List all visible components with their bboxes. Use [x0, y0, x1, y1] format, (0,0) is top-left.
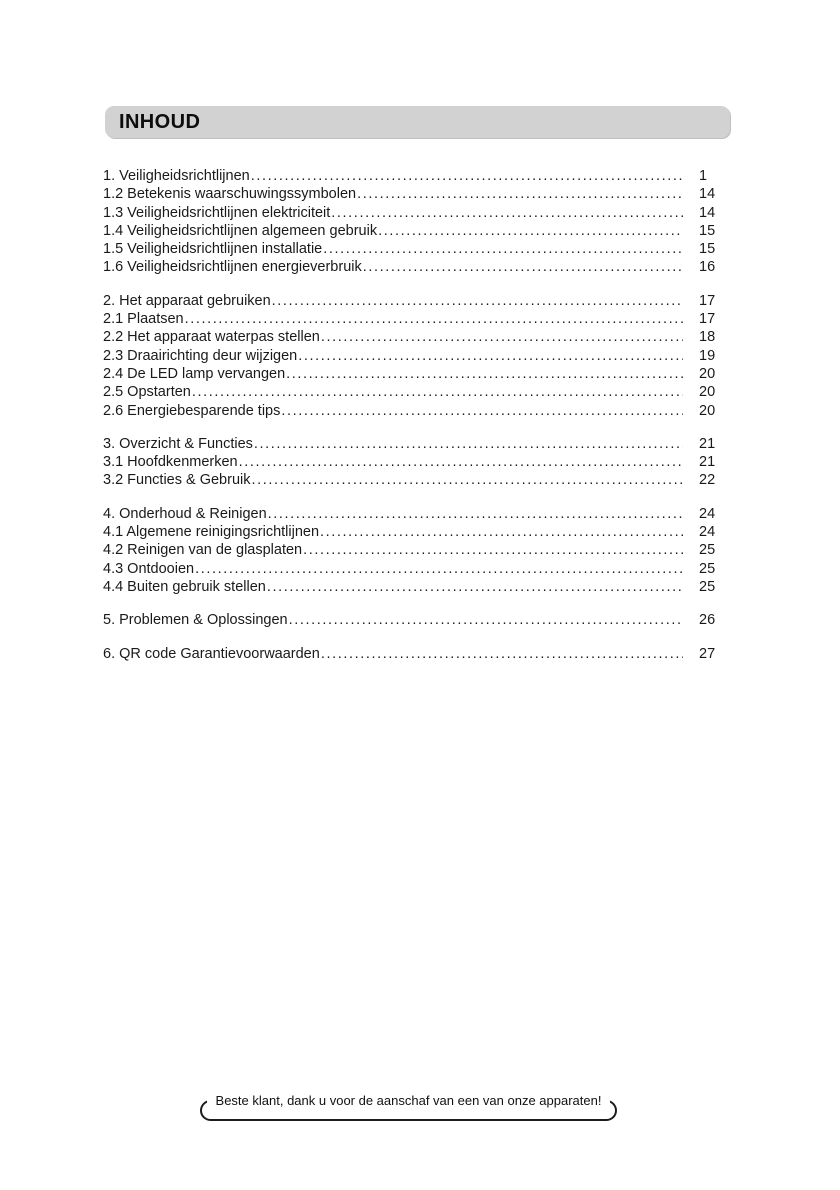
toc-entry-title: 3. Overzicht & Functies: [103, 435, 253, 452]
toc-leader-dots: [192, 383, 683, 401]
toc-entry-title: 1.4 Veiligheidsrichtlijnen algemeen gebruik: [103, 222, 378, 239]
toc-entry: [103, 222, 725, 240]
toc-leader-dots: [303, 541, 683, 559]
toc-entry-title: 2.6 Energiebesparende tips: [103, 402, 281, 419]
toc-leader-dots: [286, 365, 683, 383]
toc-entry-title: 2.5 Opstarten: [103, 384, 191, 401]
toc-leader-dots: [267, 578, 683, 596]
toc-leader-dots: [268, 505, 683, 523]
toc-entry: [103, 560, 725, 578]
toc-entry-title: 4.3 Ontdooien: [103, 560, 195, 577]
toc-entry: [103, 453, 725, 471]
toc-entry-page: 26: [699, 612, 716, 629]
toc-group-warranty: [103, 645, 725, 663]
toc-entry-title: 4. Onderhoud & Reinigen: [103, 505, 267, 522]
section-header-bar: [105, 106, 730, 138]
toc-leader-dots: [252, 471, 684, 489]
toc-leader-dots: [272, 292, 683, 310]
toc-entry: [103, 204, 725, 222]
toc-entry-title: 4.2 Reinigen van de glasplaten: [103, 542, 303, 559]
toc-entry: [103, 645, 725, 663]
toc-entry-page: 18: [699, 329, 716, 346]
toc-entry-page: 22: [699, 472, 716, 489]
toc-leader-dots: [378, 222, 683, 240]
toc-entry-page: 17: [699, 311, 716, 328]
toc-entry: [103, 365, 725, 383]
toc-leader-dots: [254, 435, 683, 453]
footer-note-text: Beste klant, dank u voor de aanschaf van een van onze apparaten!: [207, 1093, 611, 1108]
toc-entry: [103, 292, 725, 310]
toc-group-usage: [103, 292, 725, 420]
toc-entry: [103, 258, 725, 276]
toc-entry-page: 24: [699, 524, 716, 541]
toc-leader-dots: [321, 645, 683, 663]
toc-entry-title: 2.3 Draairichting deur wijzigen: [103, 347, 298, 364]
toc-leader-dots: [289, 611, 683, 629]
toc-entry-title: 2. Het apparaat gebruiken: [103, 292, 271, 309]
toc-leader-dots: [195, 560, 683, 578]
toc-entry: [103, 505, 725, 523]
toc-entry: [103, 435, 725, 453]
toc-leader-dots: [331, 204, 683, 222]
toc-entry-title: 1.2 Betekenis waarschuwingssymbolen: [103, 186, 357, 203]
toc-entry: [103, 185, 725, 203]
toc-leader-dots: [320, 523, 683, 541]
toc-entry-title: 4.4 Buiten gebruik stellen: [103, 578, 266, 595]
toc-entry-page: 15: [699, 222, 716, 239]
toc-entry-title: 6. QR code Garantievoorwaarden: [103, 645, 320, 662]
toc-entry-title: 5. Problemen & Oplossingen: [103, 612, 288, 629]
toc-entry: [103, 541, 725, 559]
toc-entry-page: 20: [699, 384, 716, 401]
toc-entry-title: 4.1 Algemene reinigingsrichtlijnen: [103, 524, 320, 541]
toc-entry: [103, 402, 725, 420]
toc-entry-page: 21: [699, 454, 716, 471]
toc-entry-page: 14: [699, 186, 716, 203]
toc-entry-title: 1.5 Veiligheidsrichtlijnen installatie: [103, 241, 323, 258]
toc-entry-page: 17: [699, 292, 716, 309]
toc-entry-page: 27: [699, 645, 716, 662]
toc-entry-title: 1.3 Veiligheidsrichtlijnen elektriciteit: [103, 204, 331, 221]
toc-leader-dots: [239, 453, 683, 471]
toc-entry-page: 25: [699, 560, 716, 577]
toc-leader-dots: [321, 328, 683, 346]
toc-entry-page: 20: [699, 365, 716, 382]
toc-entry: [103, 167, 725, 185]
toc-entry-page: 25: [699, 542, 716, 559]
toc-entry: [103, 328, 725, 346]
toc-entry: [103, 240, 725, 258]
toc-entry: [103, 347, 725, 365]
toc-entry-page: 15: [699, 241, 716, 258]
toc-group-maintenance: [103, 505, 725, 596]
toc-entry-title: 3.1 Hoofdkenmerken: [103, 454, 238, 471]
toc-entry: [103, 310, 725, 328]
toc-leader-dots: [323, 240, 683, 258]
toc-group-safety: [103, 167, 725, 277]
toc-group-troubleshooting: [103, 611, 725, 629]
toc-leader-dots: [298, 347, 683, 365]
toc-leader-dots: [357, 185, 683, 203]
toc-entry-page: 21: [699, 435, 716, 452]
toc-entry: [103, 471, 725, 489]
toc-entry-page: 16: [699, 259, 716, 276]
toc-entry: [103, 611, 725, 629]
toc-leader-dots: [363, 258, 683, 276]
toc-entry: [103, 383, 725, 401]
toc-entry-page: 1: [699, 168, 708, 184]
toc-entry-page: 25: [699, 578, 716, 595]
page-title: INHOUD: [119, 111, 201, 133]
toc-entry-title: 1.6 Veiligheidsrichtlijnen energieverbruik: [103, 259, 362, 276]
footer-note-box: [200, 1093, 617, 1121]
table-of-contents: [103, 167, 725, 678]
toc-entry-title: 1. Veiligheidsrichtlijnen: [103, 168, 250, 184]
toc-entry-title: 3.2 Functies & Gebruik: [103, 472, 251, 489]
toc-entry-title: 2.1 Plaatsen: [103, 311, 184, 328]
toc-leader-dots: [185, 310, 683, 328]
toc-group-overview: [103, 435, 725, 490]
toc-entry: [103, 578, 725, 596]
toc-leader-dots: [281, 402, 683, 420]
toc-entry-title: 2.4 De LED lamp vervangen: [103, 365, 286, 382]
toc-entry-title: 2.2 Het apparaat waterpas stellen: [103, 329, 320, 346]
toc-entry-page: 14: [699, 204, 716, 221]
toc-entry: [103, 523, 725, 541]
toc-entry-page: 24: [699, 505, 716, 522]
toc-entry-page: 19: [699, 347, 716, 364]
toc-leader-dots: [251, 167, 683, 185]
toc-entry-page: 20: [699, 402, 716, 419]
